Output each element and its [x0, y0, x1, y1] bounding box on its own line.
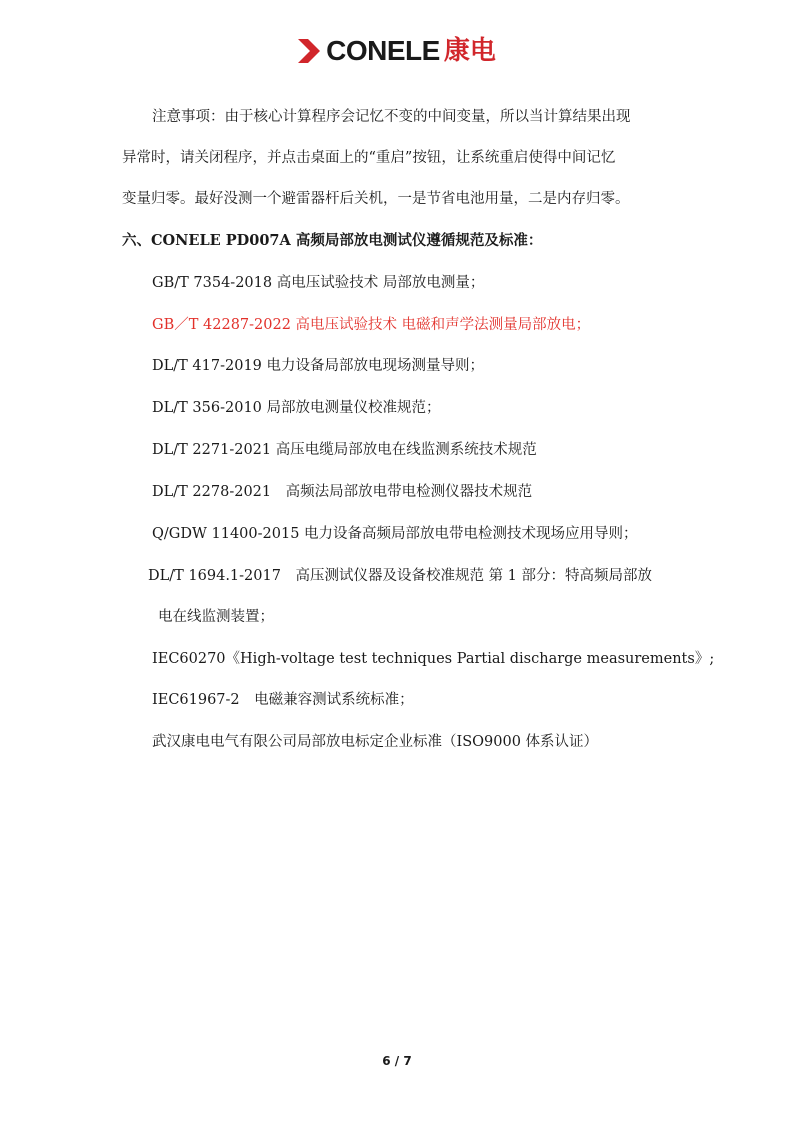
page-number: 6 / 7 — [382, 1054, 412, 1068]
standard-item: DL/T 2278-2021 高频法局部放电带电检测仪器技术规范 — [152, 484, 533, 500]
standard-item: DL/T 356-2010 局部放电测量仪校准规范； — [152, 400, 441, 416]
logo-wordmark: CONELE — [326, 35, 440, 66]
standard-item: DL/T 417-2019 电力设备局部放电现场测量导则； — [152, 358, 485, 374]
company-logo — [0, 36, 794, 69]
standard-item: IEC60270《High-voltage test techniques Partial discharge measurements》; — [152, 651, 715, 667]
standard-item: IEC61967-2 电磁兼容测试系统标准； — [152, 692, 414, 708]
logo-chinese-name: 康电 — [443, 36, 496, 66]
notice-line-1: 注意事项：由于核心计算程序会记忆不变的中间变量，所以当计算结果出现 — [152, 109, 631, 125]
section-heading: 六、CONELE PD007A 高频局部放电测试仪遵循规范及标准： — [122, 232, 543, 249]
standard-item: DL/T 2271-2021 高压电缆局部放电在线监测系统技术规范 — [152, 442, 537, 458]
standard-item-highlighted: GB／T 42287-2022 高电压试验技术 电磁和声学法测量局部放电； — [152, 317, 591, 333]
logo-arrow-icon — [298, 37, 322, 65]
notice-line-2: 异常时，请关闭程序，并点击桌面上的“重启”按钮，让系统重启使得中间记忆 — [122, 150, 616, 166]
standard-item: Q/GDW 11400-2015 电力设备高频局部放电带电检测技术现场应用导则； — [152, 526, 638, 542]
standard-item-continued: 电在线监测装置； — [158, 609, 274, 625]
standard-item: DL/T 1694.1-2017 高压测试仪器及设备校准规范 第 1 部分：特高频局部放 — [148, 568, 653, 584]
notice-line-3: 变量归零。最好没测一个避雷器杆后关机，一是节省电池用量，二是内存归零。 — [122, 191, 630, 207]
standard-item: 武汉康电电气有限公司局部放电标定企业标准（ISO9000 体系认证） — [152, 734, 599, 750]
standard-item: GB/T 7354-2018 高电压试验技术 局部放电测量； — [152, 275, 485, 291]
